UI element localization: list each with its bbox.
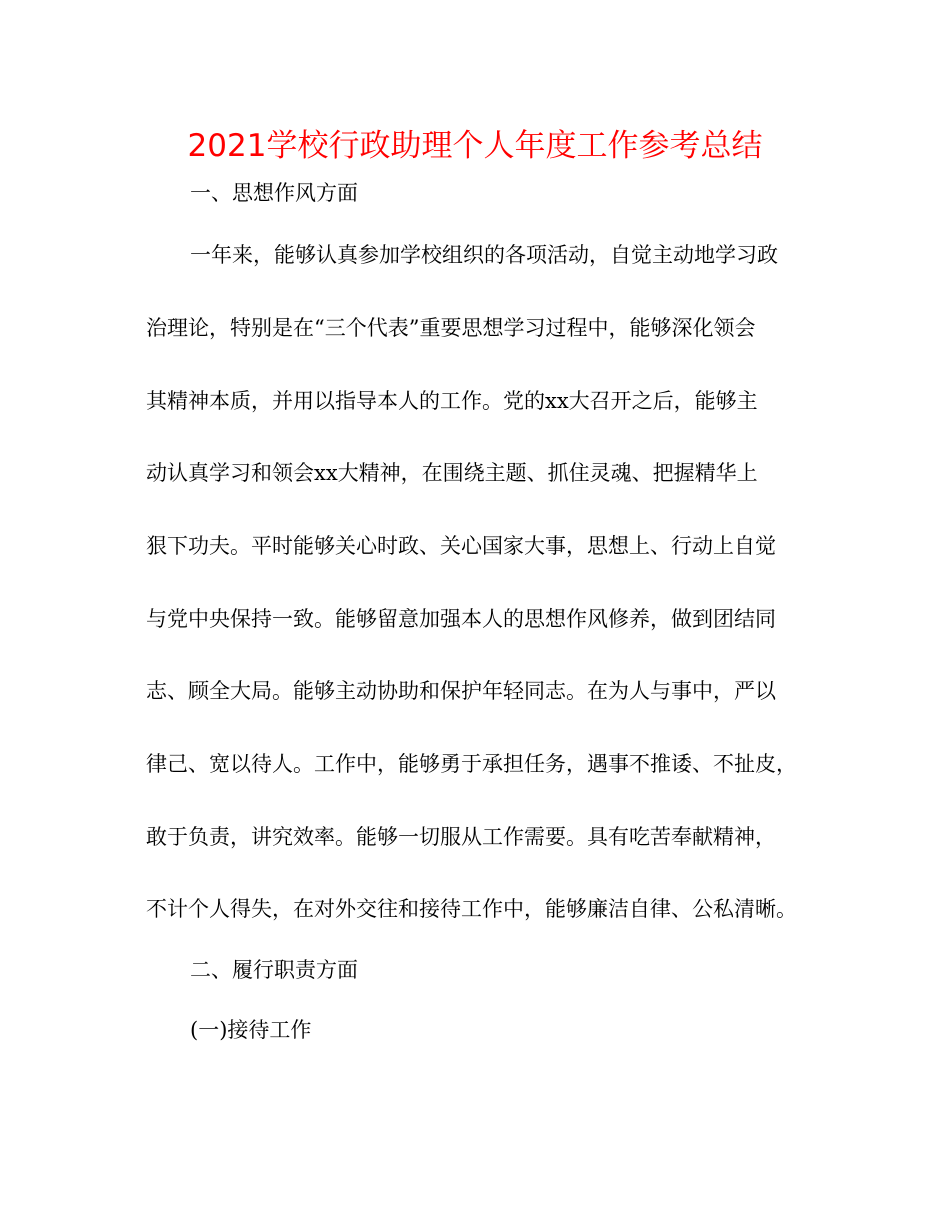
- paragraph-line: 治理论，特别是在“三个代表”重要思想学习过程中，能够深化领会: [146, 316, 756, 340]
- paragraph-line: 律己、宽以待人。工作中，能够勇于承担任务，遇事不推诿、不扯皮，: [146, 752, 797, 776]
- subsection-heading-reception: (一)接待工作: [190, 1018, 312, 1042]
- paragraph-line: 敢于负责，讲究效率。能够一切服从工作需要。具有吃苦奉献精神，: [146, 825, 776, 849]
- section-heading-ideology: 一、思想作风方面: [190, 181, 358, 205]
- paragraph-line: 志、顾全大局。能够主动协助和保护年轻同志。在为人与事中，严以: [146, 679, 776, 703]
- paragraph-line: 其精神本质，并用以指导本人的工作。党的xx大召开之后，能够主: [146, 389, 758, 413]
- paragraph-line: 狠下功夫。平时能够关心时政、关心国家大事，思想上、行动上自觉: [146, 534, 776, 558]
- paragraph-line: 与党中央保持一致。能够留意加强本人的思想作风修养，做到团结同: [146, 607, 776, 631]
- paragraph-line: 动认真学习和领会xx大精神，在围绕主题、抓住灵魂、把握精华上: [146, 461, 758, 485]
- paragraph-line: 不计个人得失，在对外交往和接待工作中，能够廉洁自律、公私清晰。: [146, 897, 797, 921]
- paragraph-line: 一年来，能够认真参加学校组织的各项活动，自觉主动地学习政: [190, 243, 778, 267]
- document-title: 2021学校行政助理个人年度工作参考总结: [187, 128, 763, 164]
- section-heading-duties: 二、履行职责方面: [190, 958, 358, 982]
